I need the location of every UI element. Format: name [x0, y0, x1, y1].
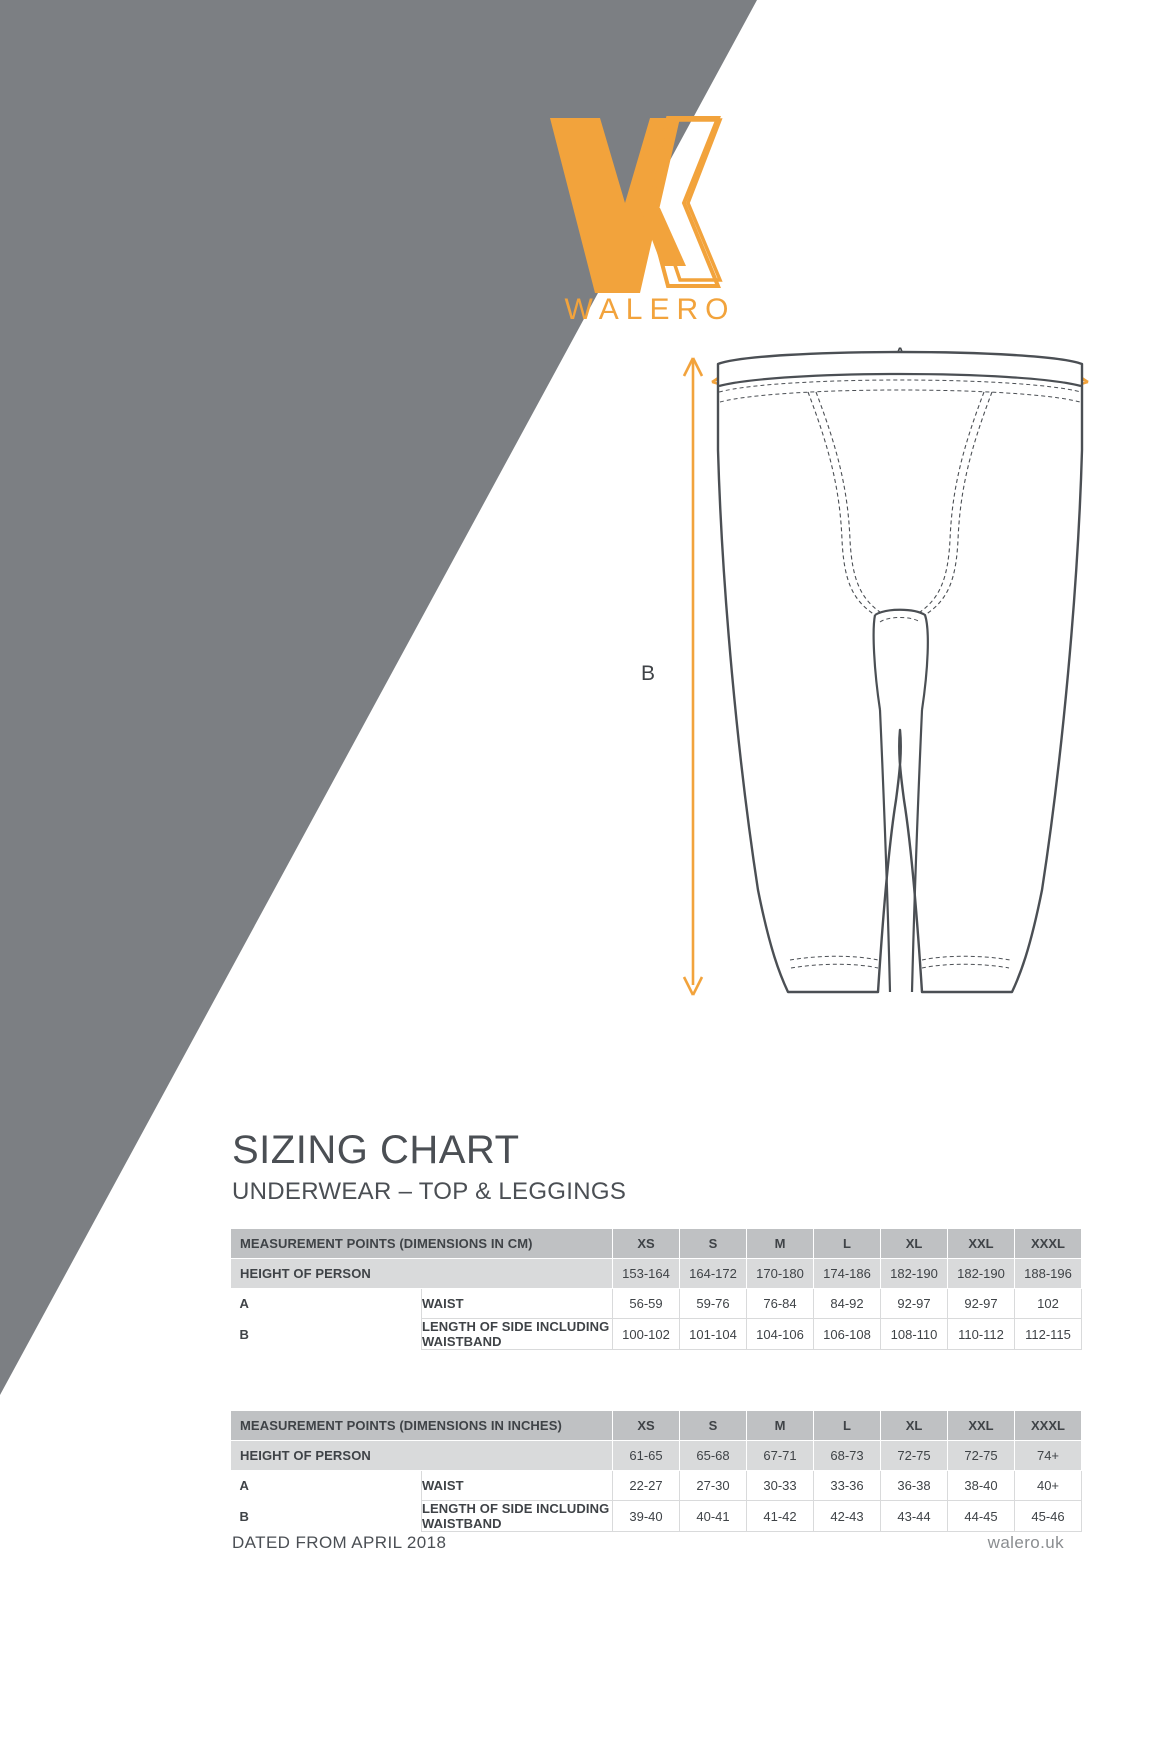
row-letter-a: A [231, 1471, 422, 1501]
table-row [231, 1289, 1082, 1319]
cell: 61-65 [613, 1441, 680, 1471]
cell: 27-30 [680, 1471, 747, 1501]
table-header-s: S [680, 1411, 747, 1441]
size-table-cm [230, 1228, 1082, 1350]
brand-name: WALERO [564, 293, 736, 326]
table-header-xl: XL [881, 1411, 948, 1441]
cell: 182-190 [948, 1259, 1015, 1289]
table-header-xl: XL [881, 1229, 948, 1259]
cell: 112-115 [1015, 1319, 1082, 1350]
table-header-row [231, 1411, 1082, 1441]
table-row [231, 1441, 1082, 1471]
table-header-l: L [814, 1411, 881, 1441]
size-table-inches [230, 1410, 1082, 1532]
footer-date: DATED FROM APRIL 2018 [232, 1533, 447, 1552]
cell: 68-73 [814, 1441, 881, 1471]
table-header-xxxl: XXXL [1015, 1229, 1082, 1259]
cell: 104-106 [747, 1319, 814, 1350]
cell: 100-102 [613, 1319, 680, 1350]
table-row [231, 1259, 1082, 1289]
cell: 33-36 [814, 1471, 881, 1501]
cell: 36-38 [881, 1471, 948, 1501]
cell: 92-97 [881, 1289, 948, 1319]
table-header-xs: XS [613, 1411, 680, 1441]
table-header-xs: XS [613, 1229, 680, 1259]
cell: 44-45 [948, 1501, 1015, 1532]
cell: 42-43 [814, 1501, 881, 1532]
cell: 40-41 [680, 1501, 747, 1532]
cell: 65-68 [680, 1441, 747, 1471]
cell: 101-104 [680, 1319, 747, 1350]
leggings-diagram [640, 330, 1110, 1130]
table-header-m: M [747, 1411, 814, 1441]
table-row [231, 1319, 1082, 1350]
cell: 170-180 [747, 1259, 814, 1289]
cell: 38-40 [948, 1471, 1015, 1501]
table-header-xxl: XXL [948, 1229, 1015, 1259]
cell: 102 [1015, 1289, 1082, 1319]
table-row [231, 1471, 1082, 1501]
table-header-s: S [680, 1229, 747, 1259]
table-header-label: MEASUREMENT POINTS (DIMENSIONS IN CM) [231, 1229, 613, 1259]
table-header-xxxl: XXXL [1015, 1411, 1082, 1441]
row-label-waist: WAIST [422, 1471, 613, 1501]
cell: 174-186 [814, 1259, 881, 1289]
cell: 76-84 [747, 1289, 814, 1319]
cell: 92-97 [948, 1289, 1015, 1319]
cell: 39-40 [613, 1501, 680, 1532]
table-row [231, 1501, 1082, 1532]
cell: 30-33 [747, 1471, 814, 1501]
table-header-label: MEASUREMENT POINTS (DIMENSIONS IN INCHES) [231, 1411, 613, 1441]
table-header-l: L [814, 1229, 881, 1259]
cell: 67-71 [747, 1441, 814, 1471]
row-letter-a: A [231, 1289, 422, 1319]
footer-website[interactable]: walero.uk [987, 1533, 1064, 1552]
cell: 182-190 [881, 1259, 948, 1289]
cell: 108-110 [881, 1319, 948, 1350]
table-header-xxl: XXL [948, 1411, 1015, 1441]
cell: 41-42 [747, 1501, 814, 1532]
cell: 22-27 [613, 1471, 680, 1501]
walero-logo [540, 108, 760, 338]
svg-text:B: B [640, 662, 656, 685]
cell: 56-59 [613, 1289, 680, 1319]
cell: 45-46 [1015, 1501, 1082, 1532]
cell: 84-92 [814, 1289, 881, 1319]
table-header-m: M [747, 1229, 814, 1259]
row-letter-b: B [231, 1501, 422, 1532]
cell: 153-164 [613, 1259, 680, 1289]
page-subtitle: UNDERWEAR – TOP & LEGGINGS [232, 1178, 627, 1205]
cell: 43-44 [881, 1501, 948, 1532]
leggings-illustration [640, 330, 1110, 1130]
row-label-length: LENGTH OF SIDE INCLUDING WAISTBAND [422, 1501, 613, 1532]
walero-w-mark [540, 108, 760, 308]
cell: 106-108 [814, 1319, 881, 1350]
row-label-height: HEIGHT OF PERSON [231, 1259, 613, 1289]
cell: 72-75 [881, 1441, 948, 1471]
row-label-waist: WAIST [422, 1289, 613, 1319]
row-letter-b: B [231, 1319, 422, 1350]
row-label-height: HEIGHT OF PERSON [231, 1441, 613, 1471]
cell: 59-76 [680, 1289, 747, 1319]
page-title: SIZING CHART [232, 1128, 520, 1172]
cell: 72-75 [948, 1441, 1015, 1471]
row-label-length: LENGTH OF SIDE INCLUDING WAISTBAND [422, 1319, 613, 1350]
table-header-row [231, 1229, 1082, 1259]
cell: 110-112 [948, 1319, 1015, 1350]
cell: 40+ [1015, 1471, 1082, 1501]
cell: 74+ [1015, 1441, 1082, 1471]
cell: 164-172 [680, 1259, 747, 1289]
cell: 188-196 [1015, 1259, 1082, 1289]
